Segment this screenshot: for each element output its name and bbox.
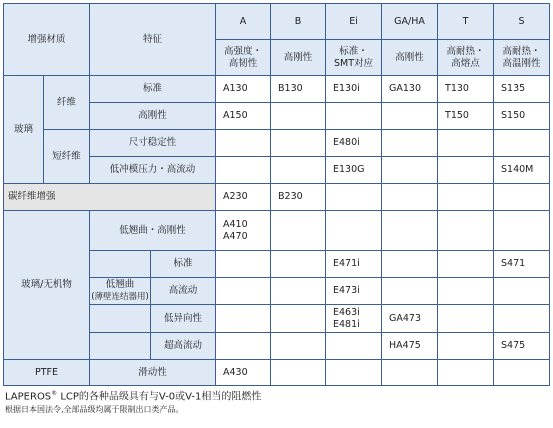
grade-cell: E473i [326, 278, 382, 305]
footnotes [5, 387, 550, 416]
grade-cell [438, 184, 494, 211]
grade-cell [271, 305, 326, 333]
grade-cell: A150 [216, 103, 271, 130]
low-warp-label: 低翘曲 [105, 279, 135, 290]
grade-cell: S135 [494, 76, 550, 103]
series-desc-a: 高强度・ 高韧性 [216, 40, 271, 76]
feature-cell: 标准 [90, 76, 216, 103]
feature-cell: 低异向性 [90, 305, 216, 333]
series-header-gaha: GA/HA [382, 4, 438, 40]
grade-cell [494, 360, 550, 386]
grade-cell: A410 A470 [216, 211, 271, 251]
feature-cell: 滑动性 [90, 360, 216, 386]
grade-cell: A230 [216, 184, 271, 211]
feature-cell: 低翘曲・高刚性 [90, 211, 216, 251]
grade-cell: E471i [326, 251, 382, 278]
flame-retardancy-note [5, 387, 550, 404]
grade-cell [438, 360, 494, 386]
grade-cell [438, 157, 494, 184]
series-header-ei: Ei [326, 4, 382, 40]
grade-cell [438, 130, 494, 157]
series-desc-t: 高耐热・ 高熔点 [438, 40, 494, 76]
grade-cell [271, 333, 326, 360]
grade-cell [438, 251, 494, 278]
group-ptfe: PTFE [4, 360, 90, 386]
grade-cell: A430 [216, 360, 271, 386]
grade-cell [382, 278, 438, 305]
series-desc-ei: 标准・ SMT对应 [326, 40, 382, 76]
grade-cell [271, 251, 326, 278]
grade-cell [494, 305, 550, 333]
grade-cell [382, 251, 438, 278]
group-glass-inorganic: 玻璃/无机物 [4, 211, 90, 360]
grade-cell [271, 360, 326, 386]
series-header-s: S [494, 4, 550, 40]
grade-cell: GA473 [382, 305, 438, 333]
grade-cell [382, 157, 438, 184]
grade-cell: B230 [271, 184, 326, 211]
grade-cell: GA130 [382, 76, 438, 103]
grade-cell [382, 360, 438, 386]
grade-cell [326, 103, 382, 130]
grade-cell [382, 184, 438, 211]
grade-cell: S475 [494, 333, 550, 360]
grade-cell: E130i [326, 76, 382, 103]
grade-cell [438, 333, 494, 360]
grade-cell [326, 333, 382, 360]
group-low-warp-thin [90, 251, 151, 277]
series-desc-gaha: 高刚性 [382, 40, 438, 76]
feature-cell: 高刚性 [90, 103, 216, 130]
series-desc-b: 高刚性 [271, 40, 326, 76]
grade-cell [216, 130, 271, 157]
grade-cell [326, 184, 382, 211]
export-control-note: 根据日本国法令,全部品级均属于限制出口类产品。 [5, 405, 184, 415]
grade-cell: HA475 [382, 333, 438, 360]
group-carbon-fiber: 碳纤维增强 [4, 184, 216, 211]
grade-cell [271, 103, 326, 130]
group-glass: 玻璃 [4, 76, 44, 184]
grade-cell [216, 333, 271, 360]
series-header-t: T [438, 4, 494, 40]
grade-cell [382, 103, 438, 130]
grade-cell: A130 [216, 76, 271, 103]
grade-cell [216, 278, 271, 305]
thin-connector-label: (薄壁连结器用) [91, 292, 149, 302]
grade-cell: S150 [494, 103, 550, 130]
flame-note-text: LCP的各种品级具有与V-0或V-1相当的阻燃性 [57, 391, 262, 403]
grade-cell [494, 130, 550, 157]
group-fiber: 纤维 [44, 76, 90, 130]
grade-cell [494, 211, 550, 251]
grade-cell [438, 305, 494, 333]
grade-cell [271, 130, 326, 157]
series-header-a: A [216, 4, 271, 40]
grade-cell [271, 157, 326, 184]
grade-cell [326, 211, 382, 251]
feature-cell: 超高流动 [90, 333, 216, 360]
grade-cell: E130G [326, 157, 382, 184]
feature-cell: 低冲模压力・高流动 [90, 157, 216, 184]
grade-cell [216, 251, 271, 278]
lcp-grade-table [3, 3, 550, 386]
grade-cell [326, 360, 382, 386]
registered-mark: ® [51, 390, 58, 397]
grade-cell [438, 278, 494, 305]
grade-cell: B130 [271, 76, 326, 103]
grade-cell: S140M [494, 157, 550, 184]
grade-cell: T130 [438, 76, 494, 103]
feature-header: 特征 [90, 4, 216, 76]
feature-cell: 尺寸稳定性 [90, 130, 216, 157]
group-short-fiber: 短纤维 [44, 130, 90, 184]
series-desc-s: 高耐热・ 高温刚性 [494, 40, 550, 76]
grade-cell [271, 211, 326, 251]
grade-cell: E480i [326, 130, 382, 157]
material-header: 增强材质 [4, 4, 90, 76]
grade-cell: E463i E481i [326, 305, 382, 333]
grade-cell [494, 278, 550, 305]
grade-cell [216, 157, 271, 184]
grade-cell [382, 130, 438, 157]
feature-cell: 标准 [90, 251, 216, 278]
grade-cell: T150 [438, 103, 494, 130]
grade-cell [494, 184, 550, 211]
grade-cell [438, 211, 494, 251]
grade-cell [271, 278, 326, 305]
series-header-b: B [271, 4, 326, 40]
grade-cell [216, 305, 271, 333]
grade-cell [382, 211, 438, 251]
feature-cell: 低翘曲 (薄壁连结器用) 高流动 [90, 278, 216, 305]
grade-cell: S471 [494, 251, 550, 278]
brand-name: LAPEROS [5, 391, 52, 403]
